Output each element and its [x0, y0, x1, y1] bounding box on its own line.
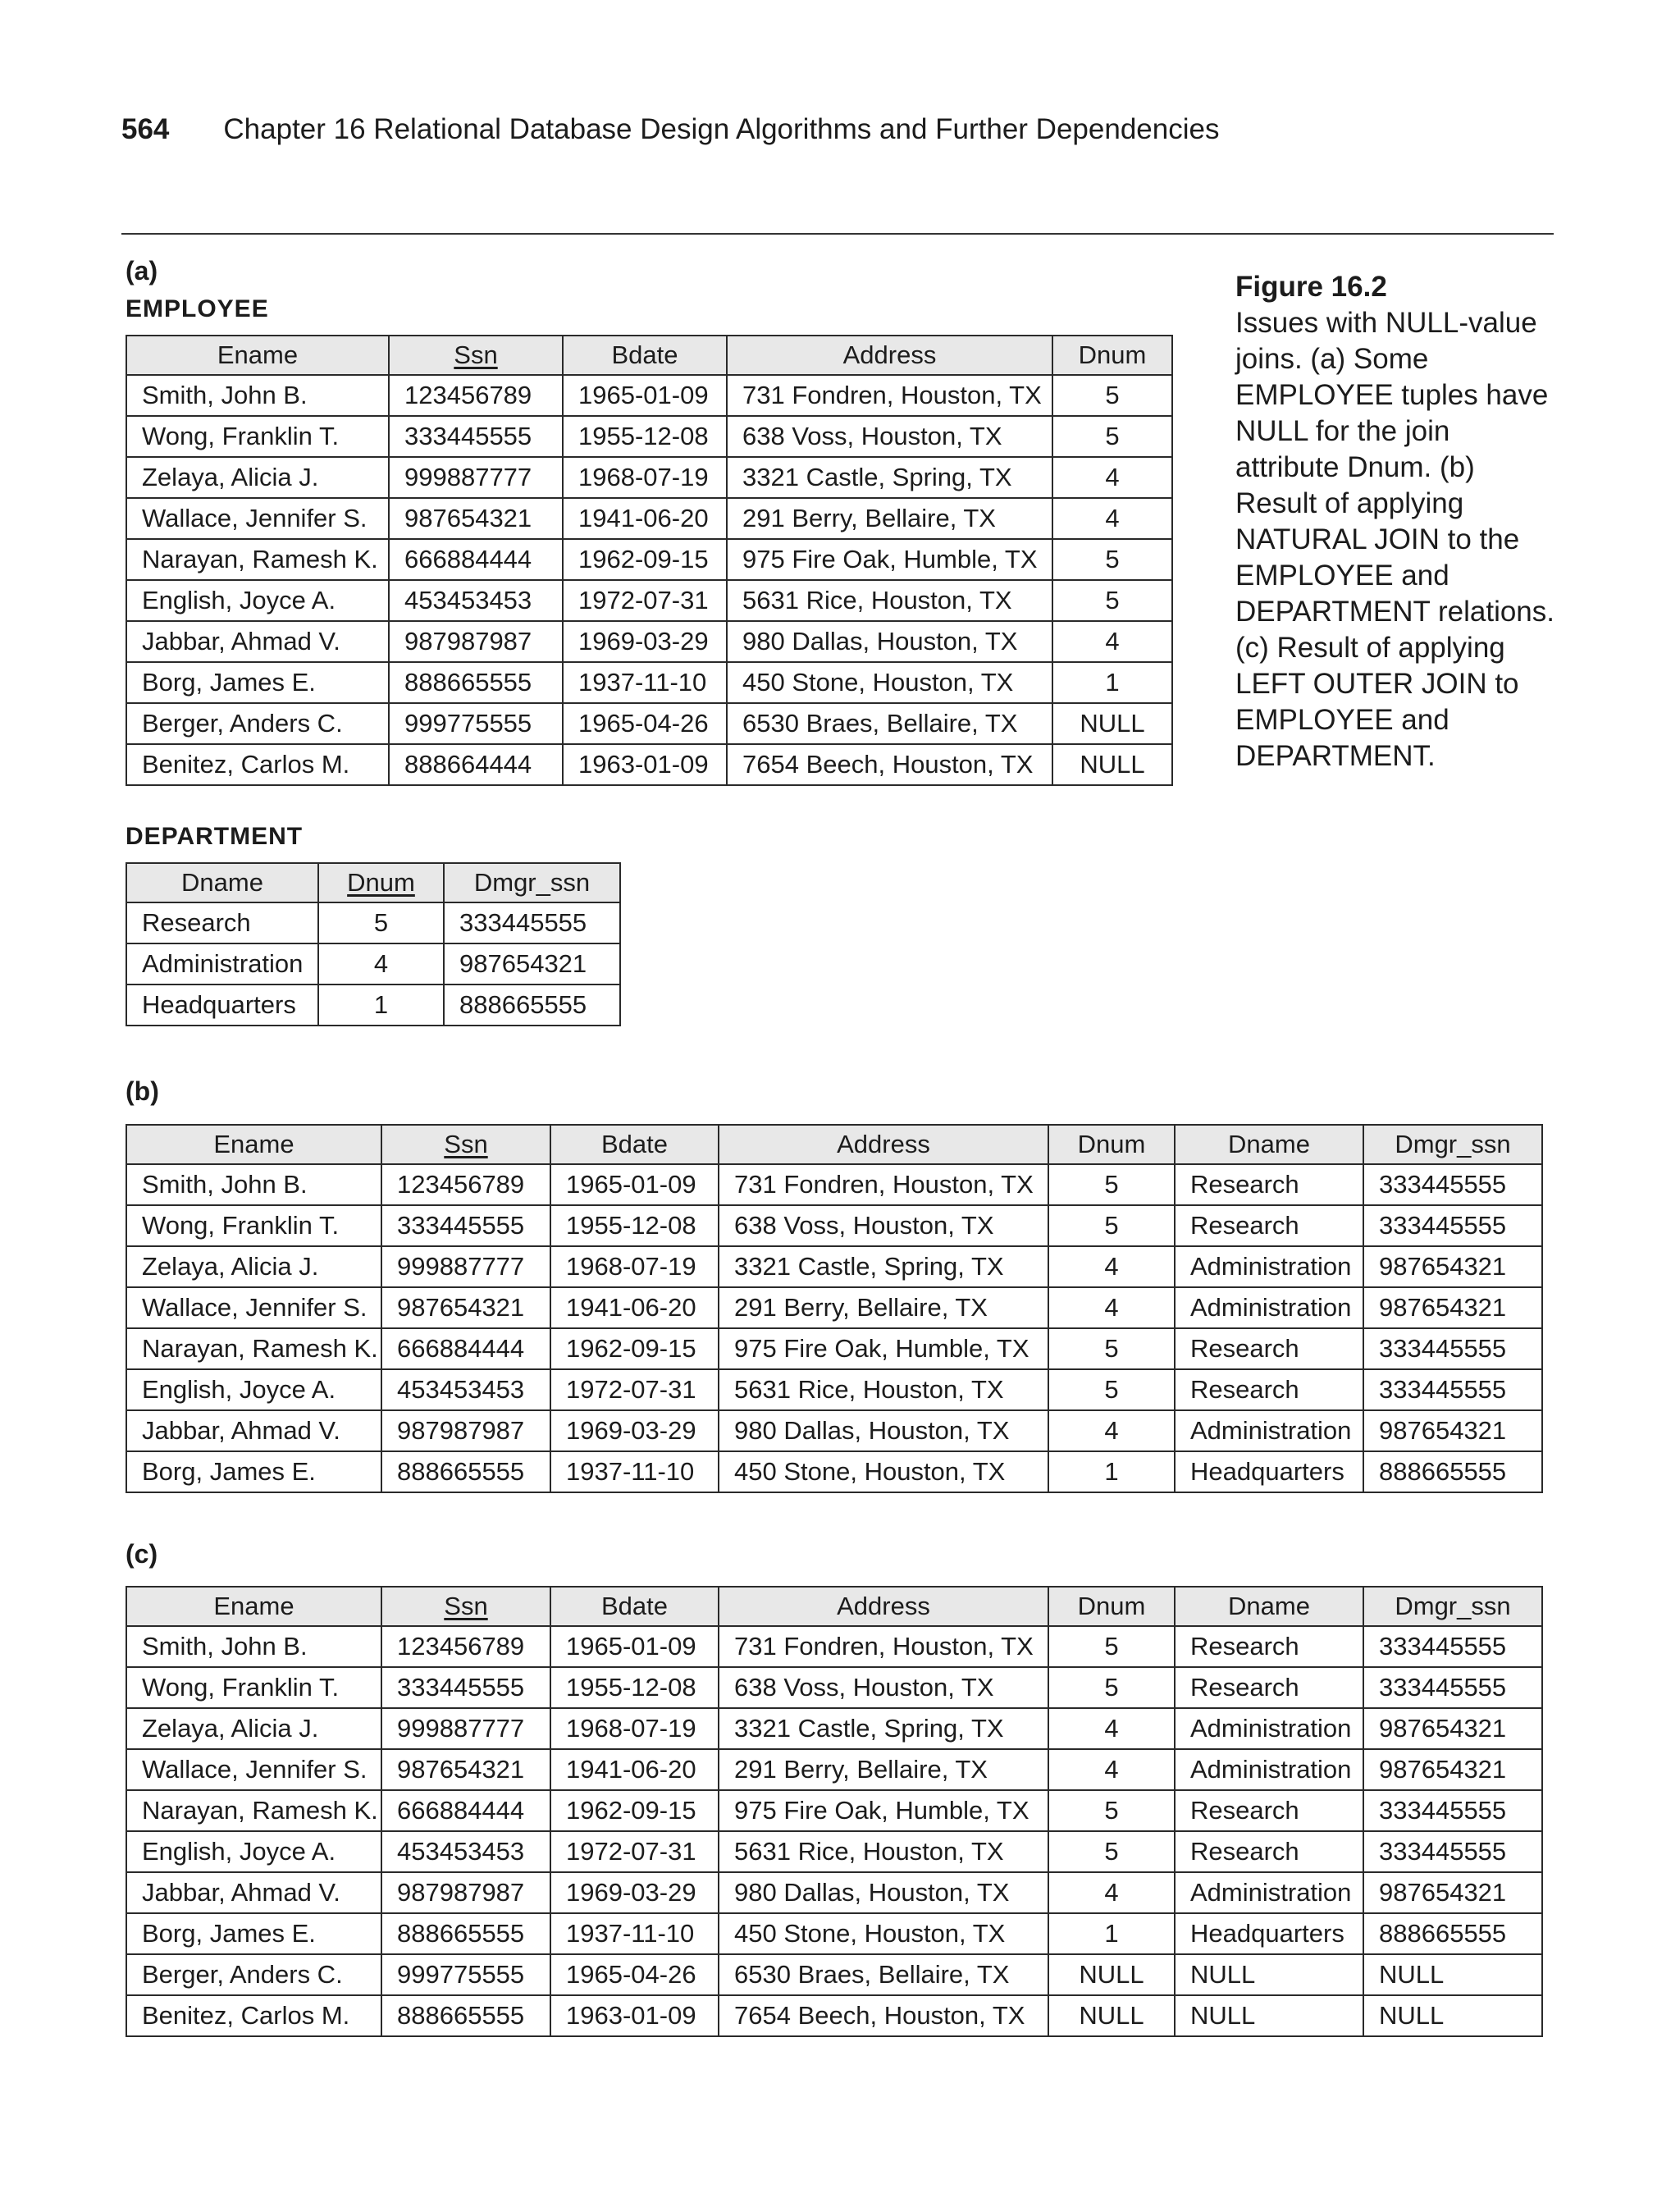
table-cell: 987654321: [1363, 1246, 1542, 1287]
table-cell: 123456789: [381, 1164, 550, 1205]
table-cell: 987987987: [389, 621, 563, 662]
table-cell: 987654321: [1363, 1410, 1542, 1451]
table-cell: 1941-06-20: [563, 498, 727, 539]
table-cell: 5: [1048, 1369, 1175, 1410]
table-cell: 450 Stone, Houston, TX: [719, 1913, 1048, 1954]
table-cell: Research: [1175, 1328, 1363, 1369]
table-cell: 999775555: [389, 703, 563, 744]
column-header: [318, 863, 444, 902]
table-cell: English, Joyce A.: [126, 580, 389, 621]
table-cell: Smith, John B.: [126, 375, 389, 416]
column-header-label: Dname: [1228, 1130, 1310, 1158]
table-cell: Administration: [1175, 1246, 1363, 1287]
table-row: [126, 943, 620, 985]
table-cell: Administration: [1175, 1872, 1363, 1913]
table-cell: 291 Berry, Bellaire, TX: [719, 1749, 1048, 1790]
table-cell: 5631 Rice, Houston, TX: [719, 1369, 1048, 1410]
table-cell: Jabbar, Ahmad V.: [126, 621, 389, 662]
table-row: [126, 1667, 1542, 1708]
table-cell: NULL: [1048, 1995, 1175, 2036]
table-cell: Research: [1175, 1205, 1363, 1246]
table-cell: 1963-01-09: [563, 744, 727, 785]
table-cell: Benitez, Carlos M.: [126, 744, 389, 785]
table-cell: 987654321: [389, 498, 563, 539]
table-cell: 5: [1052, 580, 1172, 621]
table-cell: 3321 Castle, Spring, TX: [719, 1246, 1048, 1287]
table-cell: 5: [318, 902, 444, 943]
table-cell: 123456789: [381, 1626, 550, 1667]
column-header-label: Dnum: [1077, 1130, 1146, 1158]
table-row: [126, 902, 620, 943]
table-row: [126, 1164, 1542, 1205]
table-cell: Research: [126, 902, 318, 943]
table-cell: 888665555: [1363, 1451, 1542, 1492]
column-header: [381, 1587, 550, 1626]
column-header-label: Dmgr_ssn: [473, 868, 591, 897]
table-cell: 980 Dallas, Houston, TX: [719, 1410, 1048, 1451]
table-cell: 987654321: [444, 943, 620, 985]
table-cell: Administration: [1175, 1410, 1363, 1451]
table-cell: 450 Stone, Houston, TX: [719, 1451, 1048, 1492]
table-cell: 1968-07-19: [550, 1246, 719, 1287]
table-cell: 450 Stone, Houston, TX: [727, 662, 1052, 703]
table-cell: 888665555: [1363, 1913, 1542, 1954]
table-cell: Research: [1175, 1790, 1363, 1831]
table-row: [126, 703, 1172, 744]
column-header-label: Ename: [213, 1130, 294, 1158]
table-cell: 333445555: [381, 1667, 550, 1708]
table-cell: 333445555: [1363, 1667, 1542, 1708]
column-header-label: Dnum: [1078, 340, 1147, 369]
table-cell: 5: [1052, 539, 1172, 580]
table-row: [126, 1708, 1542, 1749]
table-cell: Wallace, Jennifer S.: [126, 1749, 381, 1790]
table-cell: 333445555: [389, 416, 563, 457]
table-cell: NULL: [1175, 1995, 1363, 2036]
table-row: [126, 1626, 1542, 1667]
column-header-label: Bdate: [600, 1130, 668, 1158]
natural-join-result-table: [126, 1124, 1543, 1493]
table-cell: Administration: [126, 943, 318, 985]
table-cell: NULL: [1175, 1954, 1363, 1995]
table-cell: Zelaya, Alicia J.: [126, 457, 389, 498]
table-cell: 453453453: [381, 1369, 550, 1410]
table-cell: 5: [1048, 1831, 1175, 1872]
table-cell: Jabbar, Ahmad V.: [126, 1410, 381, 1451]
column-header: [719, 1125, 1048, 1164]
table-cell: 999887777: [381, 1708, 550, 1749]
table-cell: 5: [1052, 416, 1172, 457]
table-cell: 5: [1052, 375, 1172, 416]
table-cell: 1955-12-08: [563, 416, 727, 457]
table-cell: Research: [1175, 1626, 1363, 1667]
table-cell: Headquarters: [126, 985, 318, 1026]
column-header-label: Dmgr_ssn: [1395, 1592, 1511, 1620]
table-cell: 1962-09-15: [550, 1790, 719, 1831]
table-cell: 888665555: [381, 1995, 550, 2036]
table-cell: 1969-03-29: [550, 1410, 719, 1451]
column-header: [563, 336, 727, 375]
table-cell: Zelaya, Alicia J.: [126, 1246, 381, 1287]
table-row: [126, 1995, 1542, 2036]
table-row: [126, 662, 1172, 703]
table-cell: NULL: [1052, 703, 1172, 744]
table-cell: NULL: [1048, 1954, 1175, 1995]
table-cell: 1962-09-15: [563, 539, 727, 580]
table-cell: 1972-07-31: [563, 580, 727, 621]
table-cell: 291 Berry, Bellaire, TX: [727, 498, 1052, 539]
table-cell: Headquarters: [1175, 1913, 1363, 1954]
table-cell: 1937-11-10: [550, 1913, 719, 1954]
column-header: [1175, 1125, 1363, 1164]
table-row: [126, 580, 1172, 621]
table-cell: Smith, John B.: [126, 1164, 381, 1205]
part-a-label: (a): [126, 256, 158, 286]
table-row: [126, 1451, 1542, 1492]
figure-caption-text: Issues with NULL-value joins. (a) Some EMPLOYEE tuples have NULL for the join attribute Dnum. (b) Result of applying NATURAL JOIN to the EMPLOYEE and DEPARTMENT relations. (c) Result of applying LEFT OUTER JOIN to EMPLOYEE and DEPARTMENT.: [1235, 307, 1554, 772]
table-cell: 638 Voss, Houston, TX: [727, 416, 1052, 457]
table-cell: Administration: [1175, 1287, 1363, 1328]
table-cell: Research: [1175, 1831, 1363, 1872]
table-cell: 333445555: [381, 1205, 550, 1246]
column-header: [1048, 1125, 1175, 1164]
employee-table-name: EMPLOYEE: [126, 295, 269, 322]
column-header: [126, 1587, 381, 1626]
column-header-label: Address: [842, 340, 937, 369]
table-cell: Wong, Franklin T.: [126, 1667, 381, 1708]
table-cell: 333445555: [1363, 1790, 1542, 1831]
table-cell: Zelaya, Alicia J.: [126, 1708, 381, 1749]
table-cell: 6530 Braes, Bellaire, TX: [727, 703, 1052, 744]
table-cell: 1937-11-10: [563, 662, 727, 703]
table-row: [126, 498, 1172, 539]
table-cell: Narayan, Ramesh K.: [126, 539, 389, 580]
table-cell: 1965-01-09: [550, 1164, 719, 1205]
table-row: [126, 375, 1172, 416]
table-cell: 638 Voss, Houston, TX: [719, 1667, 1048, 1708]
table-cell: 333445555: [1363, 1164, 1542, 1205]
table-cell: 453453453: [389, 580, 563, 621]
table-row: [126, 416, 1172, 457]
employee-table: [126, 335, 1173, 786]
table-cell: 4: [1048, 1410, 1175, 1451]
table-cell: NULL: [1363, 1995, 1542, 2036]
table-row: [126, 1205, 1542, 1246]
table-cell: English, Joyce A.: [126, 1369, 381, 1410]
table-cell: 1937-11-10: [550, 1451, 719, 1492]
header-row: [126, 1125, 1542, 1164]
column-header-label: Address: [837, 1592, 930, 1620]
column-header-label: Dmgr_ssn: [1395, 1130, 1511, 1158]
column-header-label: Ssn: [444, 1130, 488, 1158]
chapter-title: Chapter 16 Relational Database Design Algorithms and Further Dependencies: [223, 113, 1220, 145]
table-row: [126, 1328, 1542, 1369]
column-header-label: Bdate: [611, 340, 678, 369]
column-header: [126, 336, 389, 375]
table-cell: 333445555: [1363, 1831, 1542, 1872]
table-cell: 975 Fire Oak, Humble, TX: [727, 539, 1052, 580]
table-cell: 7654 Beech, Houston, TX: [727, 744, 1052, 785]
table-cell: Wallace, Jennifer S.: [126, 1287, 381, 1328]
table-cell: 731 Fondren, Houston, TX: [719, 1626, 1048, 1667]
table-cell: 5: [1048, 1790, 1175, 1831]
table-cell: 333445555: [1363, 1328, 1542, 1369]
table-cell: 1969-03-29: [550, 1872, 719, 1913]
table-cell: 888665555: [381, 1451, 550, 1492]
table-cell: 123456789: [389, 375, 563, 416]
page-header: [121, 113, 1219, 146]
table-cell: 980 Dallas, Houston, TX: [727, 621, 1052, 662]
table-cell: 1955-12-08: [550, 1667, 719, 1708]
table-cell: 291 Berry, Bellaire, TX: [719, 1287, 1048, 1328]
table-cell: 5: [1048, 1667, 1175, 1708]
table-cell: 4: [1052, 621, 1172, 662]
column-header: [126, 863, 318, 902]
table-cell: 4: [1048, 1287, 1175, 1328]
table-cell: 987654321: [1363, 1287, 1542, 1328]
table-row: [126, 457, 1172, 498]
table-row: [126, 539, 1172, 580]
table-cell: 987654321: [1363, 1872, 1542, 1913]
table-cell: 1: [1048, 1451, 1175, 1492]
figure-title: Figure 16.2: [1235, 271, 1387, 303]
table-row: [126, 1913, 1542, 1954]
table-cell: 1968-07-19: [563, 457, 727, 498]
column-header-label: Dname: [181, 868, 263, 897]
table-cell: English, Joyce A.: [126, 1831, 381, 1872]
column-header: [1048, 1587, 1175, 1626]
table-cell: 4: [1048, 1246, 1175, 1287]
table-row: [126, 1954, 1542, 1995]
column-header-label: Bdate: [600, 1592, 668, 1620]
header-row: [126, 1587, 1542, 1626]
table-cell: Jabbar, Ahmad V.: [126, 1872, 381, 1913]
table-cell: 3321 Castle, Spring, TX: [727, 457, 1052, 498]
part-c-label: (c): [126, 1539, 158, 1569]
column-header: [1363, 1125, 1542, 1164]
table-row: [126, 1872, 1542, 1913]
table-cell: 999887777: [389, 457, 563, 498]
table-cell: 333445555: [1363, 1369, 1542, 1410]
table-cell: 5: [1048, 1164, 1175, 1205]
table-cell: Administration: [1175, 1749, 1363, 1790]
table-cell: 1972-07-31: [550, 1369, 719, 1410]
table-cell: 980 Dallas, Houston, TX: [719, 1872, 1048, 1913]
table-cell: Borg, James E.: [126, 1913, 381, 1954]
table-cell: Borg, James E.: [126, 662, 389, 703]
table-cell: Research: [1175, 1164, 1363, 1205]
part-b-label: (b): [126, 1076, 159, 1106]
table-cell: 999775555: [381, 1954, 550, 1995]
table-row: [126, 1749, 1542, 1790]
table-cell: Wong, Franklin T.: [126, 1205, 381, 1246]
table-row: [126, 1246, 1542, 1287]
table-cell: 333445555: [1363, 1205, 1542, 1246]
table-cell: Headquarters: [1175, 1451, 1363, 1492]
table-cell: 3321 Castle, Spring, TX: [719, 1708, 1048, 1749]
column-header: [444, 863, 620, 902]
table-cell: 987654321: [1363, 1708, 1542, 1749]
table-row: [126, 1369, 1542, 1410]
column-header-label: Dname: [1228, 1592, 1310, 1620]
table-cell: 333445555: [444, 902, 620, 943]
table-cell: Wallace, Jennifer S.: [126, 498, 389, 539]
column-header: [1175, 1587, 1363, 1626]
column-header: [126, 1125, 381, 1164]
table-cell: 1: [318, 985, 444, 1026]
table-cell: 888665555: [444, 985, 620, 1026]
table-cell: 987654321: [1363, 1749, 1542, 1790]
column-header: [1363, 1587, 1542, 1626]
table-cell: Wong, Franklin T.: [126, 416, 389, 457]
table-cell: 1968-07-19: [550, 1708, 719, 1749]
table-cell: Smith, John B.: [126, 1626, 381, 1667]
column-header-label: Ssn: [444, 1592, 488, 1620]
table-cell: 1972-07-31: [550, 1831, 719, 1872]
table-row: [126, 1287, 1542, 1328]
table-cell: 1965-01-09: [563, 375, 727, 416]
table-cell: 731 Fondren, Houston, TX: [719, 1164, 1048, 1205]
table-cell: 638 Voss, Houston, TX: [719, 1205, 1048, 1246]
table-cell: 999887777: [381, 1246, 550, 1287]
column-header: [719, 1587, 1048, 1626]
table-cell: 5: [1048, 1328, 1175, 1369]
table-cell: 5631 Rice, Houston, TX: [727, 580, 1052, 621]
table-cell: 888664444: [389, 744, 563, 785]
table-cell: 1963-01-09: [550, 1995, 719, 2036]
column-header-label: Dnum: [347, 868, 415, 897]
table-cell: 4: [1052, 498, 1172, 539]
table-cell: 1965-04-26: [563, 703, 727, 744]
table-cell: NULL: [1052, 744, 1172, 785]
table-cell: 4: [1048, 1872, 1175, 1913]
table-cell: 7654 Beech, Houston, TX: [719, 1995, 1048, 2036]
table-cell: Berger, Anders C.: [126, 1954, 381, 1995]
table-cell: 1955-12-08: [550, 1205, 719, 1246]
page-number: 564: [121, 113, 170, 145]
table-cell: 4: [1048, 1708, 1175, 1749]
table-cell: Benitez, Carlos M.: [126, 1995, 381, 2036]
left-outer-join-result-table: [126, 1586, 1543, 2037]
table-cell: 1941-06-20: [550, 1749, 719, 1790]
table-cell: 4: [1052, 457, 1172, 498]
table-cell: 1: [1048, 1913, 1175, 1954]
column-header: [389, 336, 563, 375]
column-header-label: Address: [837, 1130, 930, 1158]
figure-caption: [1235, 269, 1559, 774]
table-cell: 4: [1048, 1749, 1175, 1790]
table-cell: 333445555: [1363, 1626, 1542, 1667]
table-row: [126, 744, 1172, 785]
table-cell: 987987987: [381, 1410, 550, 1451]
table-cell: 5: [1048, 1205, 1175, 1246]
table-cell: 6530 Braes, Bellaire, TX: [719, 1954, 1048, 1995]
table-cell: 1941-06-20: [550, 1287, 719, 1328]
column-header-label: Ename: [213, 1592, 294, 1620]
table-cell: 666884444: [381, 1790, 550, 1831]
table-row: [126, 1790, 1542, 1831]
column-header-label: Dnum: [1077, 1592, 1146, 1620]
table-cell: 1: [1052, 662, 1172, 703]
table-cell: Narayan, Ramesh K.: [126, 1328, 381, 1369]
table-row: [126, 621, 1172, 662]
table-cell: Research: [1175, 1369, 1363, 1410]
header-row: [126, 336, 1172, 375]
table-cell: Borg, James E.: [126, 1451, 381, 1492]
table-cell: 666884444: [389, 539, 563, 580]
department-table: [126, 862, 621, 1026]
table-cell: 731 Fondren, Houston, TX: [727, 375, 1052, 416]
table-cell: 1969-03-29: [563, 621, 727, 662]
header-row: [126, 863, 620, 902]
table-cell: Berger, Anders C.: [126, 703, 389, 744]
table-row: [126, 1410, 1542, 1451]
table-cell: 975 Fire Oak, Humble, TX: [719, 1790, 1048, 1831]
column-header-label: Ename: [217, 340, 299, 369]
column-header-label: Ssn: [454, 340, 498, 369]
column-header: [727, 336, 1052, 375]
table-cell: 666884444: [381, 1328, 550, 1369]
table-cell: Administration: [1175, 1708, 1363, 1749]
column-header: [550, 1125, 719, 1164]
table-cell: NULL: [1363, 1954, 1542, 1995]
table-cell: 975 Fire Oak, Humble, TX: [719, 1328, 1048, 1369]
table-cell: 5: [1048, 1626, 1175, 1667]
table-cell: 1962-09-15: [550, 1328, 719, 1369]
table-row: [126, 985, 620, 1026]
table-cell: 5631 Rice, Houston, TX: [719, 1831, 1048, 1872]
table-cell: 1965-04-26: [550, 1954, 719, 1995]
table-cell: 987654321: [381, 1749, 550, 1790]
table-row: [126, 1831, 1542, 1872]
table-cell: Narayan, Ramesh K.: [126, 1790, 381, 1831]
table-cell: Research: [1175, 1667, 1363, 1708]
table-cell: 888665555: [381, 1913, 550, 1954]
column-header: [1052, 336, 1172, 375]
table-cell: 888665555: [389, 662, 563, 703]
table-cell: 987987987: [381, 1872, 550, 1913]
column-header: [550, 1587, 719, 1626]
table-cell: 987654321: [381, 1287, 550, 1328]
table-cell: 4: [318, 943, 444, 985]
department-table-name: DEPARTMENT: [126, 823, 304, 850]
column-header: [381, 1125, 550, 1164]
table-cell: 453453453: [381, 1831, 550, 1872]
header-rule: [121, 233, 1554, 235]
table-cell: 1965-01-09: [550, 1626, 719, 1667]
